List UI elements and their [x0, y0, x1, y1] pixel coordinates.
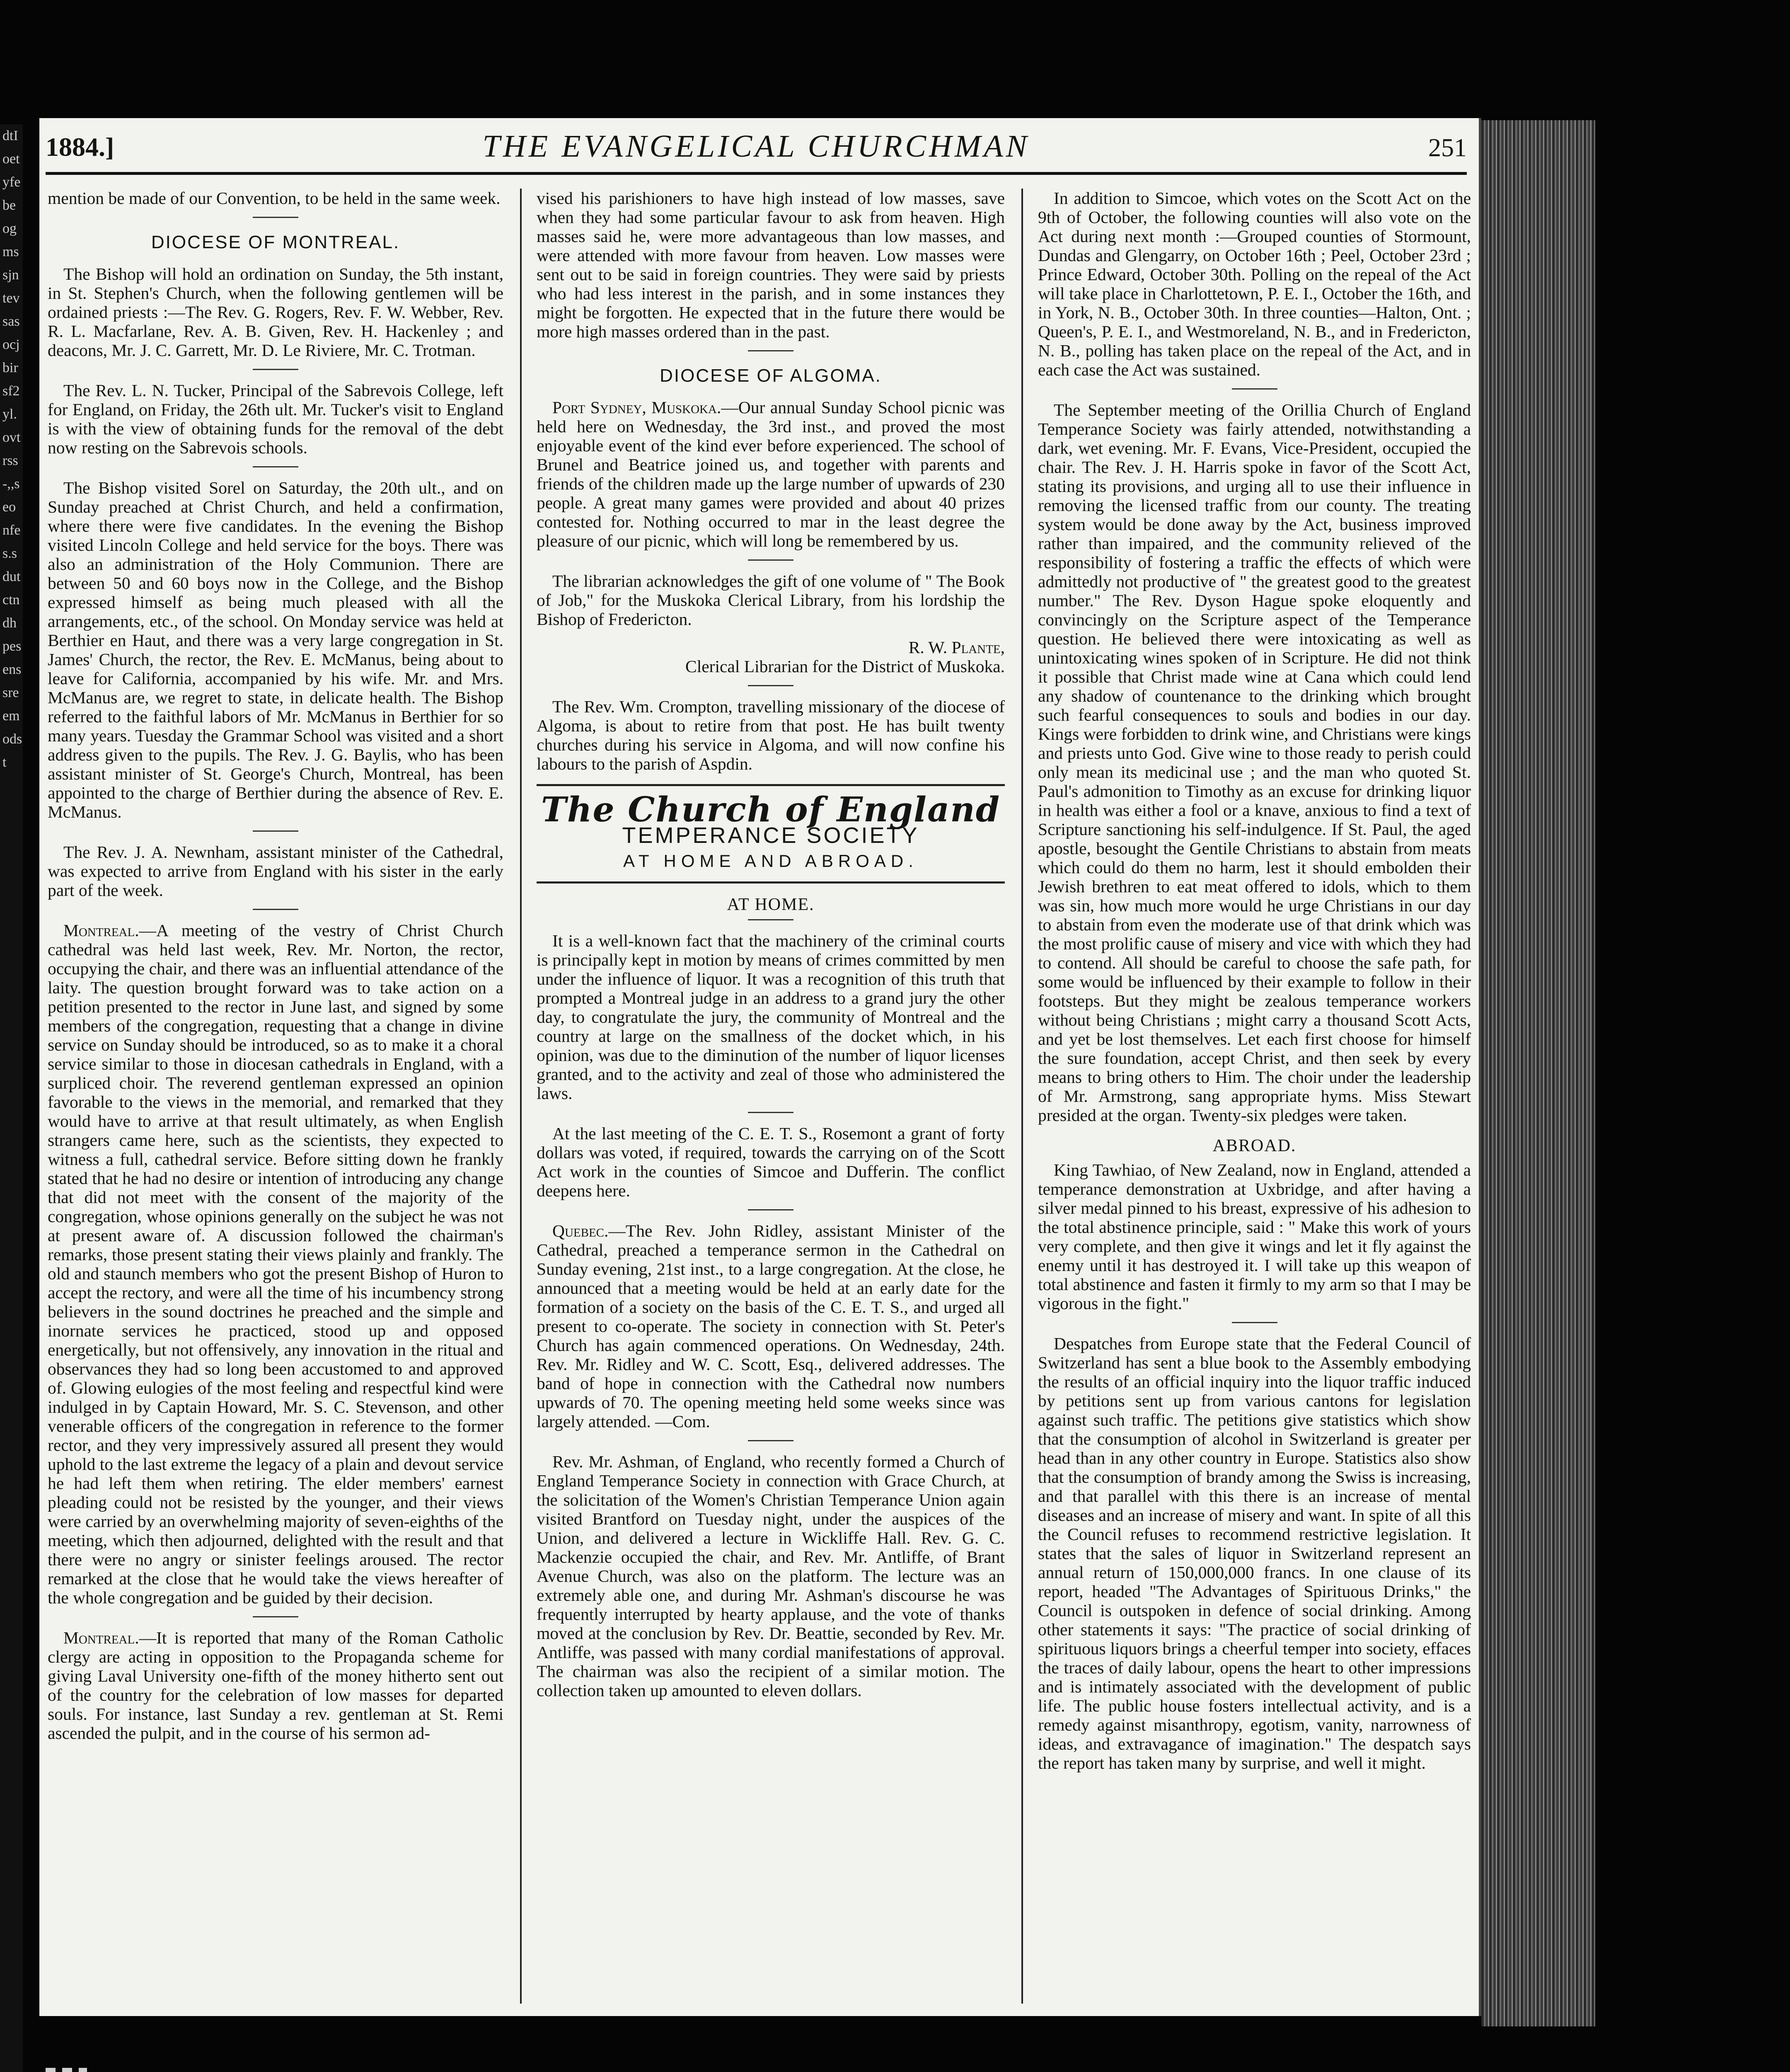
section-rule	[537, 881, 1005, 884]
separator	[253, 909, 298, 910]
column-divider	[1021, 189, 1023, 2004]
article-paragraph: The September meeting of the Orillia Church of England Temperance Society was fairly attended, notwithstanding a dark, wet evening. Mr. F. Evans, Vice-President, occupied the chair. The Rev. J. H. Harris spoke in favor of the Scott Act, stating its provisions, and urging all to use their influence in removing the licensed traffic from our county. The treating system would be done away by the Act, business improved rather than impaired, and the community relieved of the responsibility of fostering a traffic the effects of which were admittedly not productive of " the greatest good to the greatest number." The Rev. Dyson Hague spoke eloquently and convincingly on the Scripture aspect of the Temperance question. He believed there were intoxicating as well as unintoxicating wines spoken of in Scripture. He did not think it possible that Christ made wine at Cana which could lend any shadow of countenance to the drinking which brought such fearful consequences to souls and bodies in our day. Kings were forbidden to drink wine, and Christians were kings and priests unto God. Give wine to those ready to perish could only mean its medicinal use ; and the man who quoted St. Paul's admonition to Timothy as an excuse for drinking liquor in health was either a fool or a knave, anxious to find a text of Scripture sanctioning his self-indulgence. If St. Paul, the aged apostle, besought the Gentile Christians to abstain from meats which could do them no harm, lest it should embolden their Jewish brethren to eat meat offered to idols, which to them was sin, how much more would he urge Christians in our day to abstain from even the moderate use of that drink which was the most prolific cause of misery and vice with which they had to contend. All should be careful to choose the safe path, for some would be influenced by their example to follow in their footsteps. But they might be zealous temperance workers without being Christians ; might carry a thousand Scott Acts, and yet be lost themselves. Let each first choose for himself the sure foundation, accept Christ, and then seek by every means to bring others to Him. The choir under the leadership of Mr. Armstrong, sang appropriate hyms. Miss Stewart presided at the organ. Twenty-six pledges were taken.	[1038, 400, 1471, 1125]
separator	[253, 1616, 298, 1617]
banner-subtitle: TEMPERANCE SOCIETY	[622, 823, 919, 848]
separator	[253, 830, 298, 832]
temperance-society-banner	[537, 790, 1005, 871]
separator	[253, 217, 298, 218]
binding-strip	[46, 2068, 56, 2072]
separator	[748, 1209, 793, 1210]
section-rule	[537, 784, 1005, 786]
column-3	[1038, 189, 1471, 2004]
separator	[748, 685, 793, 686]
article-paragraph: The Bishop will hold an ordination on Sunday, the 5th instant, in St. Stephen's Church, when the following gentlemen will be ordained priests :—The Rev. G. Rogers, Rev. F. W. Webber, Rev. R. L. Macfarlane, Rev. A. B. Given, Rev. H. Hackenley ; and deacons, Mr. J. C. Garrett, Mr. D. Le Riviere, Mr. C. Trotman.	[48, 264, 503, 360]
article-paragraph: Despatches from Europe state that the Federal Council of Switzerland has sent a blue book to the Assembly embodying the results of an official inquiry into the liquor traffic induced by petitions sent up from various cantons for legislation against such traffic. The petitions give statistics which show that the consumption of alcohol in Switzerland is greater per head than in any other country in Europe. Statistics also show that the consumption of brandy among the Swiss is increasing, and that parallel with this there is an increase of mental diseases and an increase of misery and want. In spite of all this the Council refuses to recommend restrictive legislation. It states that the sales of liquor in Switzerland represent an annual return of 150,000,000 francs. In one clause of its report, headed "The Advantages of Spirituous Drinks," the Council is outspoken in defence of social drinking. Among other statements it says: "The practice of social drinking of spirituous liquors brings a cheerful temper into society, effaces the traces of daily labour, opens the heart to other impressions and is intimately associated with the development of public life. The public house fosters intellectual activity, and is a remedy against misanthropy, egotism, vanity, narrowness of ideas, and extravagance of imagination." The despatch says the report has taken many by surprise, and well it might.	[1038, 1334, 1471, 1772]
article-paragraph	[48, 921, 503, 1607]
page-header	[46, 128, 1467, 178]
newspaper-page	[39, 118, 1481, 2016]
subheading-at-home: AT HOME.	[727, 895, 815, 914]
separator	[1232, 1322, 1277, 1323]
binding-strip	[79, 2068, 87, 2072]
paragraph-body: —A meeting of the vestry of Christ Church cathedral was held last week, Rev. Mr. Norton, the rector, occupying the chair, and there was an influential attendance of the laity. The question brought forward was to take action on a petition presented to the rector in June last, and signed by some members of the congregation, requesting that a change in divine service on Sunday should be introduced, so as to make it a choral service similar to those in diocesan cathedrals in England, with a surpliced choir. The reverend gentleman expressed an opinion favorable to the views in the memorial, and remarked that they would have to arrive at that result ultimately, as when English strangers came here, such as the scientists, they expected to witness a full, cathedral service. Before sitting down he frankly stated that he had no desire or intention of introducing any change that did not meet with the consent of the majority of the congregation, whose opinions generally on the subject he was not at present aware of. A discussion followed the chairman's remarks, those present stating their views plainly and frankly. The old and staunch members who got the present Bishop of Huron to accept the rectory, and were all the time of his incumbency strong believers in the sound doctrines he preached and the simple and inornate services he practiced, stood up and opposed energetically, but not offensively, any innovation in the ritual and observances they had so long been accustomed to and approved of. Glowing eulogies of the most feeling and respectful kind were indulged in by Captain Howard, Mr. S. C. Stevenson, and other venerable officers of the congregation in reference to the former rector, and they very impressively assured all present they would uphold to the last extreme the legacy of a plain and devout service he had left them when retiring. The elder members' earnest pleading could not be resisted by the younger, and their views were carried by an overwhelming majority of seven-eighths of the meeting, which then adjourned, delighted with the result and that there were no angry or sinister feelings aroused. The rector remarked at the close that he would take the views hereafter of the whole congregation and be guided by their decision.	[48, 921, 503, 1607]
banner-tagline: AT HOME AND ABROAD.	[623, 851, 918, 871]
section-heading-montreal: DIOCESE OF MONTREAL.	[151, 232, 400, 252]
header-year: 1884.]	[46, 132, 114, 162]
dateline: Port Sydney, Muskoka.	[552, 398, 721, 417]
dateline: Quebec.	[552, 1221, 609, 1240]
article-paragraph	[48, 1628, 503, 1743]
dateline: Montreal.	[63, 921, 139, 940]
article-paragraph: The Rev. J. A. Newnham, assistant minister of the Cathedral, was expected to arrive from England with his sister in the early part of the week.	[48, 842, 503, 900]
article-paragraph: King Tawhiao, of New Zealand, now in England, attended a temperance demonstration at Uxbridge, and after having a silver medal pinned to his breast, expressive of his adhesion to the total abstinence principle, said : " Make this work of yours very complete, and then give it wings and let it fly against the enemy until it has destroyed it. I will take up this weapon of total abstinence and fasten it firmly to my arm so that I may be vigorous in the fight."	[1038, 1160, 1471, 1313]
paragraph-body: —It is reported that many of the Roman Catholic clergy are acting in opposition to the Propaganda scheme for giving Laval University one-fifth of the money hitherto sent out of the country for the celebration of low masses for departed souls. For instance, last Sunday a rev. gentleman at St. Remi ascended the pulpit, and in the course of his sermon ad-	[48, 1628, 503, 1743]
article-paragraph: In addition to Simcoe, which votes on the Scott Act on the 9th of October, the following counties will also vote on the Act during next month :—Grouped counties of Stormount, Dundas and Glengarry, on October 16th ; Peel, October 23rd ; Prince Edward, October 30th. Polling on the repeal of the Act will take place in Charlottetown, P. E. I., October the 16th, and in York, N. B., October 30th. In three counties—Halton, Ont. ; Queen's, P. E. I., and Westmoreland, N. B., and in Fredericton, N. B., polling has taken place on the repeal of the Act, and in each case the Act was sustained.	[1038, 189, 1471, 379]
separator	[748, 559, 793, 561]
column-2	[537, 189, 1005, 2004]
separator	[748, 1440, 793, 1441]
banner-blackletter-title: The Church of England	[541, 790, 1001, 830]
article-paragraph: It is a well-known fact that the machinery of the criminal courts is principally kept in motion by means of crimes committed by men under the influence of liquor. It was a recognition of this truth that prompted a Montreal judge in an address to a grand jury the other day, to congratulate the jury, the community of Montreal and the country at large on the smallness of the docket which, in his opinion, was due to the diminution of the number of liquor licenses granted, and to the activity and zeal of those who administered the laws.	[537, 931, 1005, 1103]
article-paragraph	[537, 398, 1005, 550]
header-rule	[46, 172, 1467, 175]
paragraph-body: —The Rev. John Ridley, assistant Minister of the Cathedral, preached a temperance sermon in the Cathedral on Sunday evening, 21st inst., to a large congregation. At the close, he announced that a meeting would be held at an early date for the formation of a society on the basis of the C. E. T. S., and urged all present to co-operate. The society in connection with St. Peter's Church has again commenced operations. On Wednesday, 24th. Rev. Mr. Ridley and W. C. Scott, Esq., delivered addresses. The band of hope in connection with the Cathedral now numbers upwards of 70. The opening meeting held some weeks since was largely attended. —Com.	[537, 1221, 1005, 1431]
separator	[748, 919, 793, 920]
section-heading-algoma: DIOCESE OF ALGOMA.	[660, 366, 882, 386]
separator	[748, 350, 793, 351]
masthead-title: THE EVANGELICAL CHURCHMAN	[482, 129, 1030, 164]
dateline: Montreal.	[63, 1628, 139, 1647]
article-paragraph: At the last meeting of the C. E. T. S., Rosemont a grant of forty dollars was voted, if required, towards the carrying on of the Scott Act work in the counties of Simcoe and Dufferin. The conflict deepens here.	[537, 1124, 1005, 1200]
signature-title: Clerical Librarian for the District of Muskoka.	[685, 657, 1005, 676]
article-paragraph: The Bishop visited Sorel on Saturday, the 20th ult., and on Sunday preached at Christ Church, and held a confirmation, where there were five candidates. In the evening the Bishop visited Lincoln College and held service for the boys. There was also an administration of the Holy Communion. There are between 50 and 60 boys now in the College, and the Bishop expressed himself as being much pleased with all the arrangements, etc., of the school. On Monday service was held at Berthier en Haut, and there was a very large congregation in St. James' Church, the rector, the Rev. E. McManus, being about to leave for California, accompanied by his wife. Mr. and Mrs. McManus are, we regret to state, in delicate health. The Bishop referred to the faithful labors of Mr. McManus in Berthier for so many years. Tuesday the Grammar School was visited and a short address given to the pupils. The Rev. J. G. Baylis, who has been assistant minister of St. George's Church, Montreal, has been appointed to the charge of Berthier during the absence of Rev. E. McManus.	[48, 478, 503, 821]
article-paragraph: Rev. Mr. Ashman, of England, who recently formed a Church of England Temperance Society in connection with Grace Church, at the solicitation of the Women's Christian Temperance Union again visited Brantford on Tuesday night, under the auspices of the Union, and delivered a lecture in Wickliffe Hall. Rev. G. C. Mackenzie occupied the chair, and Rev. Mr. Antliffe, of Brant Avenue Church, was also on the platform. The lecture was an extremely able one, and during Mr. Ashman's discourse he was frequently interrupted by hearty applause, and the vote of thanks moved at the conclusion by Rev. Dr. Beattie, seconded by Rev. Mr. Antliffe, was passed with many cordial manifestations of approval. The chairman was also the recipient of a similar motion. The collection taken up amounted to eleven dollars.	[537, 1452, 1005, 1700]
separator	[748, 1112, 793, 1113]
article-paragraph: The librarian acknowledges the gift of one volume of " The Book of Job," for the Muskoka Clerical Library, from his lordship the Bishop of Fredericton.	[537, 571, 1005, 629]
separator	[253, 466, 298, 467]
paragraph-body: —Our annual Sunday School picnic was held here on Wednesday, the 3rd inst., and proved the most enjoyable event of the kind ever before experienced. The school of Brunel and Beatrice joined us, and together with parents and friends of the children made up the large number of upwards of 230 people. A great many games were provided and about 40 prizes contested for. Nothing occurred to mar in the least degree the pleasure of our picnic, which will long be remembered by us.	[537, 398, 1005, 550]
article-paragraph	[537, 1221, 1005, 1431]
separator	[253, 369, 298, 370]
signature-name: R. W. Plante,	[908, 638, 1005, 657]
article-paragraph: The Rev. Wm. Crompton, travelling missionary of the diocese of Algoma, is about to retire from that post. He has built twenty churches during his service in Algoma, and will now confine his labours to the parish of Aspdin.	[537, 697, 1005, 773]
subheading-abroad: ABROAD.	[1212, 1136, 1297, 1155]
column-divider	[520, 189, 522, 2004]
binding-strip	[62, 2068, 72, 2072]
page-number: 251	[1428, 134, 1467, 162]
article-paragraph: mention be made of our Convention, to be held in the same week.	[48, 189, 501, 208]
separator	[1232, 388, 1277, 390]
article-paragraph: The Rev. L. N. Tucker, Principal of the Sabrevois College, left for England, on Friday, the 26th ult. Mr. Tucker's visit to England is with the view of obtaining funds for the removal of the debt now resting on the Sabrevois schools.	[48, 381, 503, 457]
book-page-edges	[1481, 120, 1595, 2026]
adjacent-page-margin: dtIoetyfebeogmssjntevsasocjbirsf2yl.ovtrss-,,seonfes.sdutctndhpesenssreemodst	[0, 124, 23, 2072]
column-1	[48, 189, 503, 2004]
article-paragraph: vised his parishioners to have high instead of low masses, save when they had some particular favour to ask from heaven. High masses said he, were more advantageous than low masses, and were attended with more favour from heaven. Low masses were sent out to be said in foreign countries. They were said by priests who had less interest in the parish, and in some instances they might be forgotten. He expected that in the future there would be more high masses ordered than in the past.	[537, 189, 1005, 341]
